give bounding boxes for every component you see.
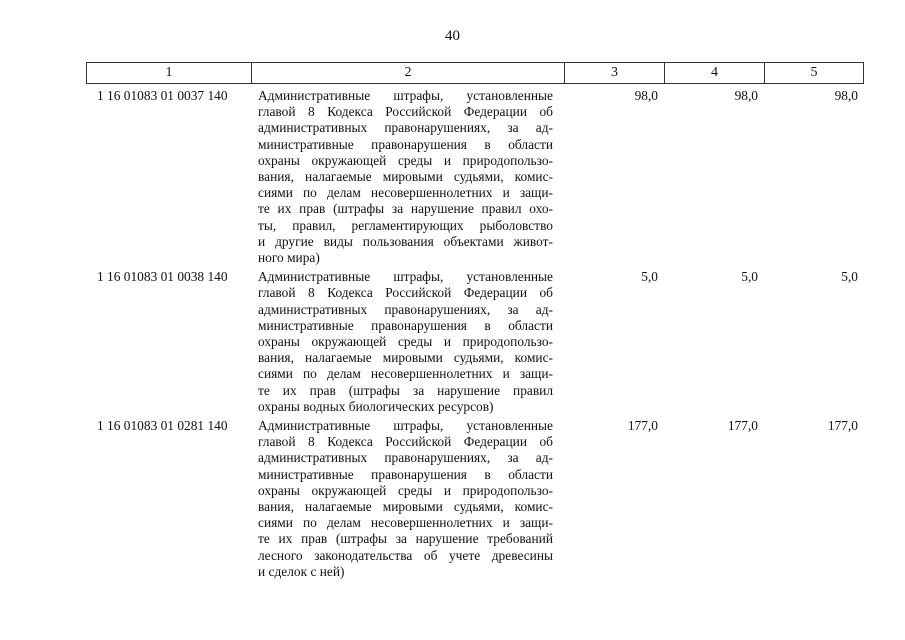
description-line: Административные штрафы, установленные bbox=[258, 88, 553, 103]
description-line: охраны окружающей среды и природопользо- bbox=[258, 482, 553, 498]
header-col-2: 2 bbox=[252, 63, 565, 83]
value-col-5: 5,0 bbox=[841, 269, 858, 285]
value-col-5: 177,0 bbox=[827, 418, 858, 434]
budget-code: 1 16 01083 01 0037 140 bbox=[97, 88, 228, 103]
description-line: сиями по делам несовершеннолетних и защи- bbox=[258, 515, 553, 531]
description-line: главой 8 Кодекса Российской Федерации об bbox=[258, 104, 553, 120]
description-line: охраны окружающей среды и природопользо- bbox=[258, 334, 553, 350]
value-col-4: 177,0 bbox=[727, 418, 758, 434]
description-line: сиями по делам несовершеннолетних и защи- bbox=[258, 185, 553, 201]
description-line: министративные правонарушения в области bbox=[258, 136, 553, 152]
description-line: те их прав (штрафы за нарушение требований bbox=[258, 531, 553, 547]
value-col-3: 98,0 bbox=[634, 88, 658, 103]
budget-code: 1 16 01083 01 0038 140 bbox=[97, 269, 228, 285]
description-line: вания, налагаемые мировыми судьями, комис- bbox=[258, 169, 553, 185]
description-line: главой 8 Кодекса Российской Федерации об bbox=[258, 434, 553, 450]
description-line: министративные правонарушения в области bbox=[258, 317, 553, 333]
description-line: административных правонарушениях, за ад- bbox=[258, 450, 553, 466]
description-line: и другие виды пользования объектами живот- bbox=[258, 233, 553, 249]
description-line: административных правонарушениях, за ад- bbox=[258, 120, 553, 136]
table-row bbox=[86, 88, 864, 266]
value-col-4: 98,0 bbox=[734, 88, 758, 103]
description-line: сиями по делам несовершеннолетних и защи- bbox=[258, 366, 553, 382]
table-row bbox=[86, 418, 864, 580]
description-line: вания, налагаемые мировыми судьями, комис- bbox=[258, 499, 553, 515]
description-line: вания, налагаемые мировыми судьями, комис- bbox=[258, 350, 553, 366]
description-line: ного мира) bbox=[258, 250, 320, 266]
table-row bbox=[86, 269, 864, 415]
description-line: охраны водных биологических ресурсов) bbox=[258, 398, 494, 414]
description-line: лесного законодательства об учете древесины bbox=[258, 547, 553, 563]
header-col-5: 5 bbox=[810, 65, 818, 80]
description-line: министративные правонарушения в области bbox=[258, 466, 553, 482]
description-line: ты, правил, регламентирующих рыболовство bbox=[258, 217, 553, 233]
description-line: Административные штрафы, установленные bbox=[258, 269, 553, 285]
value-col-4: 5,0 bbox=[741, 269, 758, 285]
description-line: охраны окружающей среды и природопользо- bbox=[258, 152, 553, 168]
description-line: и сделок с ней) bbox=[258, 563, 345, 579]
row-description bbox=[251, 418, 553, 580]
description-line: административных правонарушениях, за ад- bbox=[258, 301, 553, 317]
page-number: 40 bbox=[445, 28, 460, 44]
budget-code: 1 16 01083 01 0281 140 bbox=[97, 418, 228, 434]
header-col-1: 1 bbox=[87, 63, 252, 83]
description-line: Административные штрафы, установленные bbox=[258, 418, 553, 434]
header-col-3: 3 bbox=[565, 63, 665, 83]
description-line: главой 8 Кодекса Российской Федерации об bbox=[258, 285, 553, 301]
description-line: те их прав (штрафы за нарушение правил bbox=[258, 382, 553, 398]
row-description bbox=[251, 88, 553, 266]
description-line: те их прав (штрафы за нарушение правил охо- bbox=[258, 201, 553, 217]
table-body bbox=[86, 88, 864, 583]
value-col-5: 98,0 bbox=[834, 88, 858, 103]
table-header-row bbox=[86, 62, 864, 84]
header-col-4: 4 bbox=[665, 63, 765, 83]
value-col-3: 177,0 bbox=[627, 418, 658, 434]
value-col-3: 5,0 bbox=[641, 269, 658, 285]
row-description bbox=[251, 269, 553, 415]
